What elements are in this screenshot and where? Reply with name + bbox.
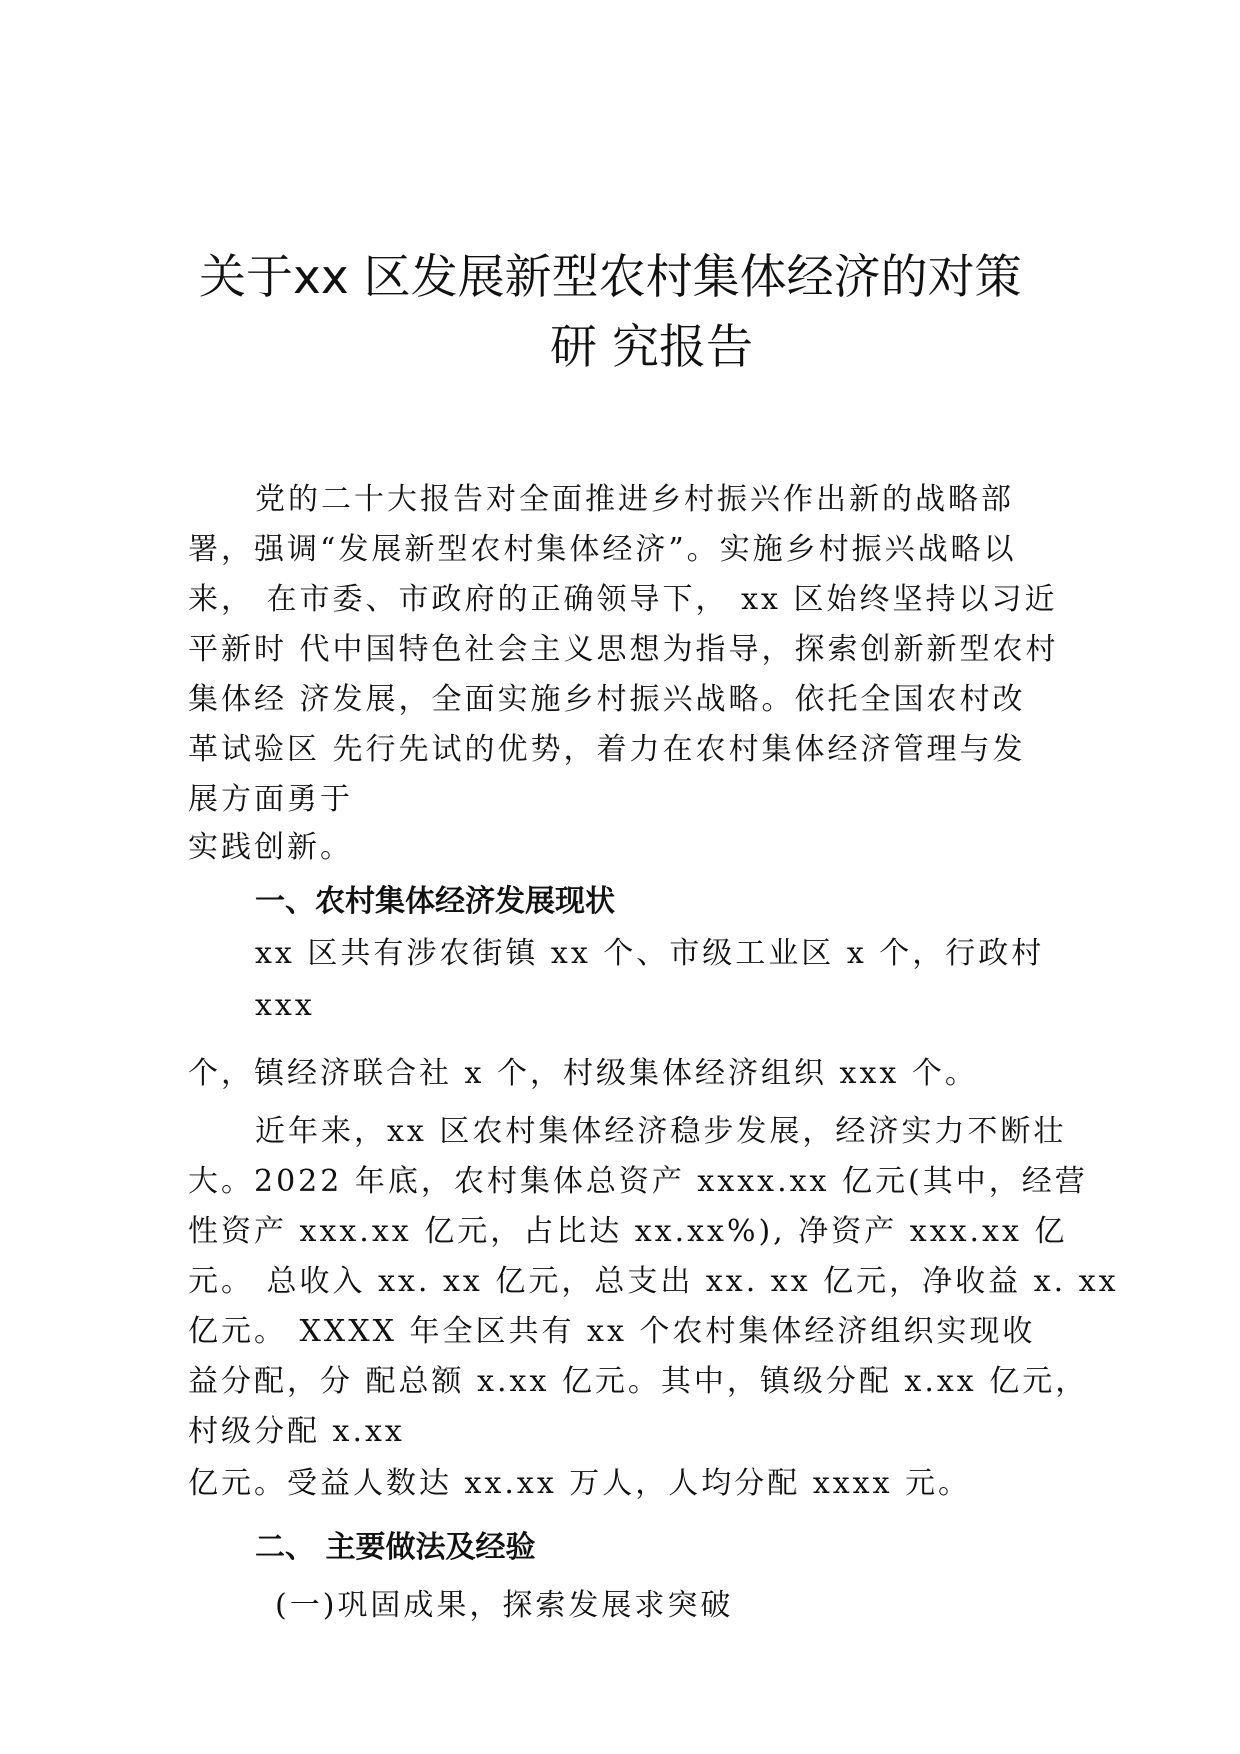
section1-p2-line: 益分配，分 配总额 x.xx 亿元。其中，镇级分配 x.xx 亿元， [188, 1364, 1089, 1399]
intro-line: 平新时 代中国特色社会主义思想为指导，探索创新新型农村 [188, 632, 1059, 667]
intro-line: 展方面勇于 [188, 782, 353, 817]
section1-p2-line: 性资产 xxx.xx 亿元，占比达 xx.xx%), 净资产 xxx.xx 亿 [188, 1214, 1068, 1249]
document-title-line-2: 研 究报告 [550, 320, 753, 375]
section1-p2-line: 亿元。 XXXX 年全区共有 xx 个农村集体经济组织实现收 [188, 1314, 1036, 1349]
section-heading-1: 一、农村集体经济发展现状 [255, 884, 615, 919]
section1-p2-line: 亿元。受益人数达 xx.xx 万人，人均分配 xxxx 元。 [188, 1466, 972, 1501]
section1-p2-line: 村级分配 x.xx [188, 1414, 405, 1449]
intro-line: 来， 在市委、市政府的正确领导下， xx 区始终坚持以习近 [188, 582, 1058, 617]
intro-line: 集体经 济发展，全面实施乡村振兴战略。依托全国农村改 [188, 682, 1026, 717]
intro-line: 党的二十大报告对全面推进乡村振兴作出新的战略部 [255, 482, 1014, 517]
section1-p1-line: 个，镇经济联合社 x 个，村级集体经济组织 xxx 个。 [188, 1056, 978, 1091]
section1-p1-line: xxx [255, 988, 315, 1023]
document-title-line-1: 关于xx 区发展新型农村集体经济的对策 [199, 250, 1022, 305]
intro-line: 革试验区 先行先试的优势，着力在农村集体经济管理与发 [188, 732, 1026, 767]
section1-p2-line: 元。 总收入 xx. xx 亿元，总支出 xx. xx 亿元，净收益 x. xx [188, 1264, 1119, 1299]
section1-p1-line: xx 区共有涉农街镇 xx 个、市级工业区 x 个，行政村 [255, 936, 1045, 971]
intro-line: 实践创新。 [188, 830, 353, 865]
section-heading-2: 二、 主要做法及经验 [255, 1530, 536, 1565]
section2-subheading-1: (一)巩固成果，探索发展求突破 [275, 1588, 734, 1623]
section1-p2-line: 大。2022 年底，农村集体总资产 xxxx.xx 亿元(其中，经营 [188, 1164, 1088, 1199]
intro-line: 署，强调“发展新型农村集体经济”。实施乡村振兴战略以 [188, 532, 1017, 567]
section1-p2-line: 近年来，xx 区农村集体经济稳步发展，经济实力不断壮 [255, 1114, 1067, 1149]
